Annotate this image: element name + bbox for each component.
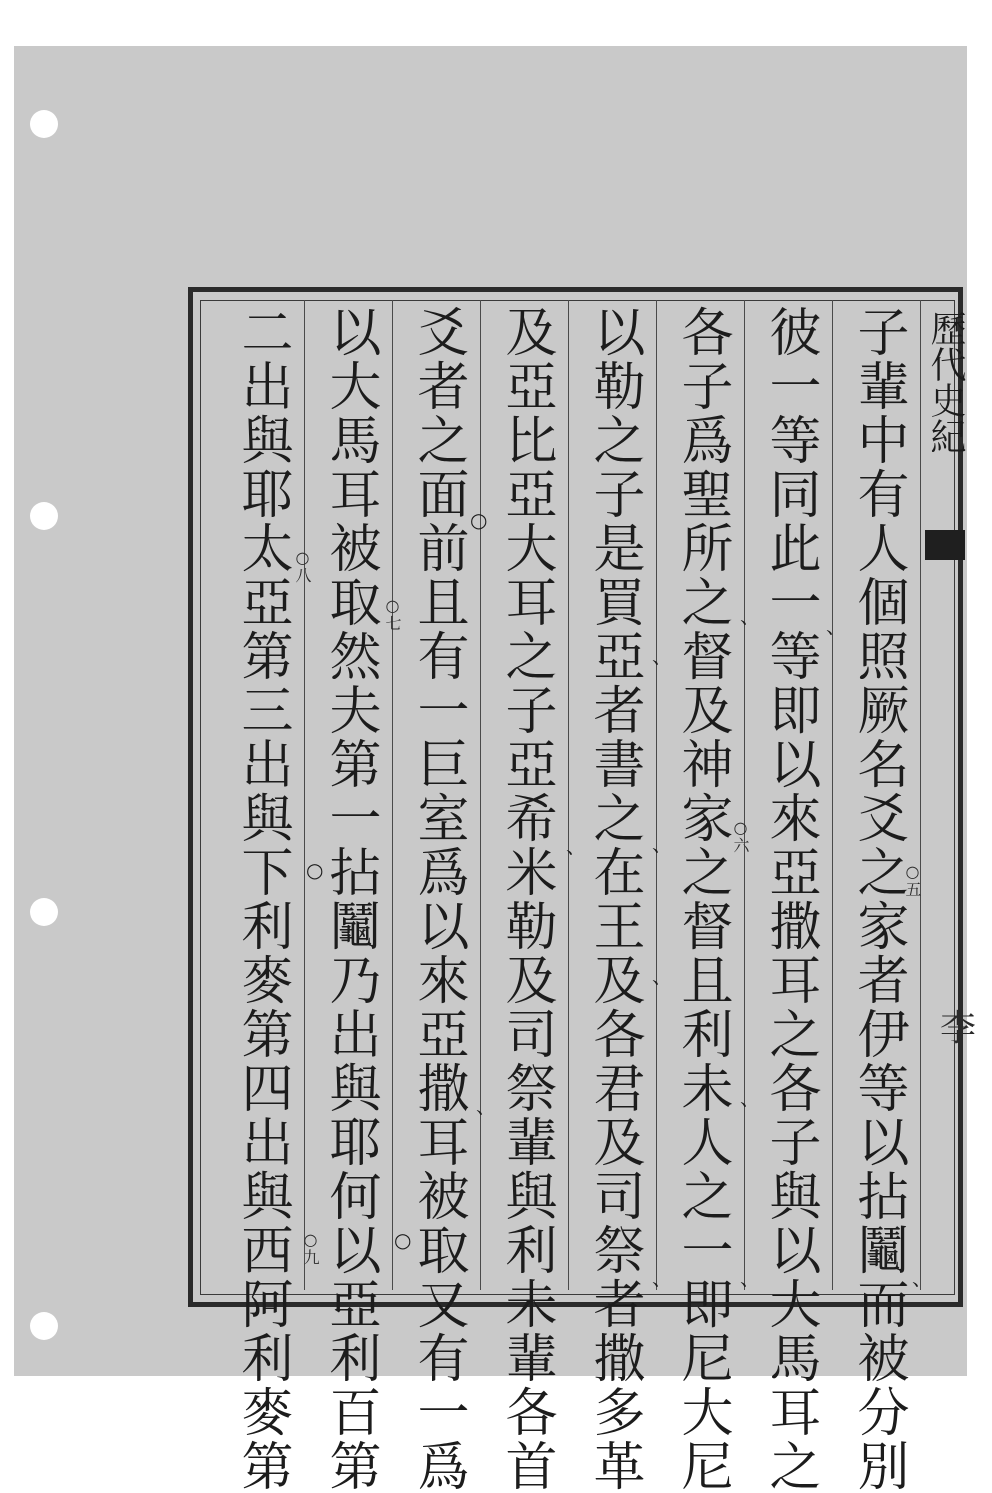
binder-hole-4 xyxy=(30,1312,58,1340)
punctuation-mark: 、 xyxy=(740,604,760,628)
column-rule xyxy=(744,300,745,1290)
column-rule xyxy=(920,300,921,1290)
text-column-8: 二出與耶太亞第三出與下利麥第四出與西阿利麥第 xyxy=(232,305,292,1493)
column-rule xyxy=(656,300,657,1290)
verse-note-5: ○五 xyxy=(903,862,922,897)
binder-hole-2 xyxy=(30,502,58,530)
punctuation-mark: 、 xyxy=(652,832,672,856)
verse-note-9: ○九 xyxy=(301,1230,320,1265)
running-title: 歷代史紀 xyxy=(925,310,966,454)
text-column-6: 爻者之面前且有一巨室爲以來亞撒耳被取又有一爲 xyxy=(408,305,468,1493)
punctuation-mark: ○ xyxy=(470,508,488,532)
punctuation-mark: 、 xyxy=(476,1094,496,1118)
punctuation-mark: 、 xyxy=(652,1266,672,1290)
text-column-4: 以勒之子是買亞者書之在王及各君及司祭者撒多革 xyxy=(584,305,644,1493)
title-bar-mark xyxy=(925,530,965,560)
punctuation-mark: 、 xyxy=(912,1266,932,1290)
punctuation-mark: 、 xyxy=(740,1266,760,1290)
punctuation-mark: ○ xyxy=(306,858,324,882)
punctuation-mark: 、 xyxy=(566,834,586,858)
column-rule xyxy=(568,300,569,1290)
column-rule xyxy=(304,300,305,1290)
punctuation-mark: 、 xyxy=(826,614,846,638)
text-column-5: 及亞比亞大耳之子亞希米勒及司祭輩與利未輩各首 xyxy=(496,305,556,1493)
punctuation-mark: 、 xyxy=(652,964,672,988)
text-column-7: 以大馬耳被取然夫第一拈鬮乃出與耶何以亞利百第 xyxy=(320,305,380,1493)
side-character: 李 xyxy=(940,1008,977,1049)
column-rule xyxy=(480,300,481,1290)
column-rule xyxy=(832,300,833,1290)
column-rule xyxy=(392,300,393,1290)
binder-hole-3 xyxy=(30,898,58,926)
verse-note-8: ○八 xyxy=(293,548,312,583)
punctuation-mark: 、 xyxy=(652,644,672,668)
verse-note-6: ○六 xyxy=(731,818,750,853)
verse-note-7: ○七 xyxy=(383,596,402,631)
text-column-3: 各子爲聖所之督及神家之督且利未人之一即尼大尼 xyxy=(672,305,732,1493)
text-column-1: 子輩中有人個照厥名爻之家者伊等以拈鬮而被分別 xyxy=(848,305,908,1493)
punctuation-mark: ○ xyxy=(394,1228,412,1252)
binder-hole-1 xyxy=(30,110,58,138)
text-column-2: 彼一等同此一等即以來亞撒耳之各子與以大馬耳之 xyxy=(760,305,820,1493)
punctuation-mark: 、 xyxy=(740,1086,760,1110)
